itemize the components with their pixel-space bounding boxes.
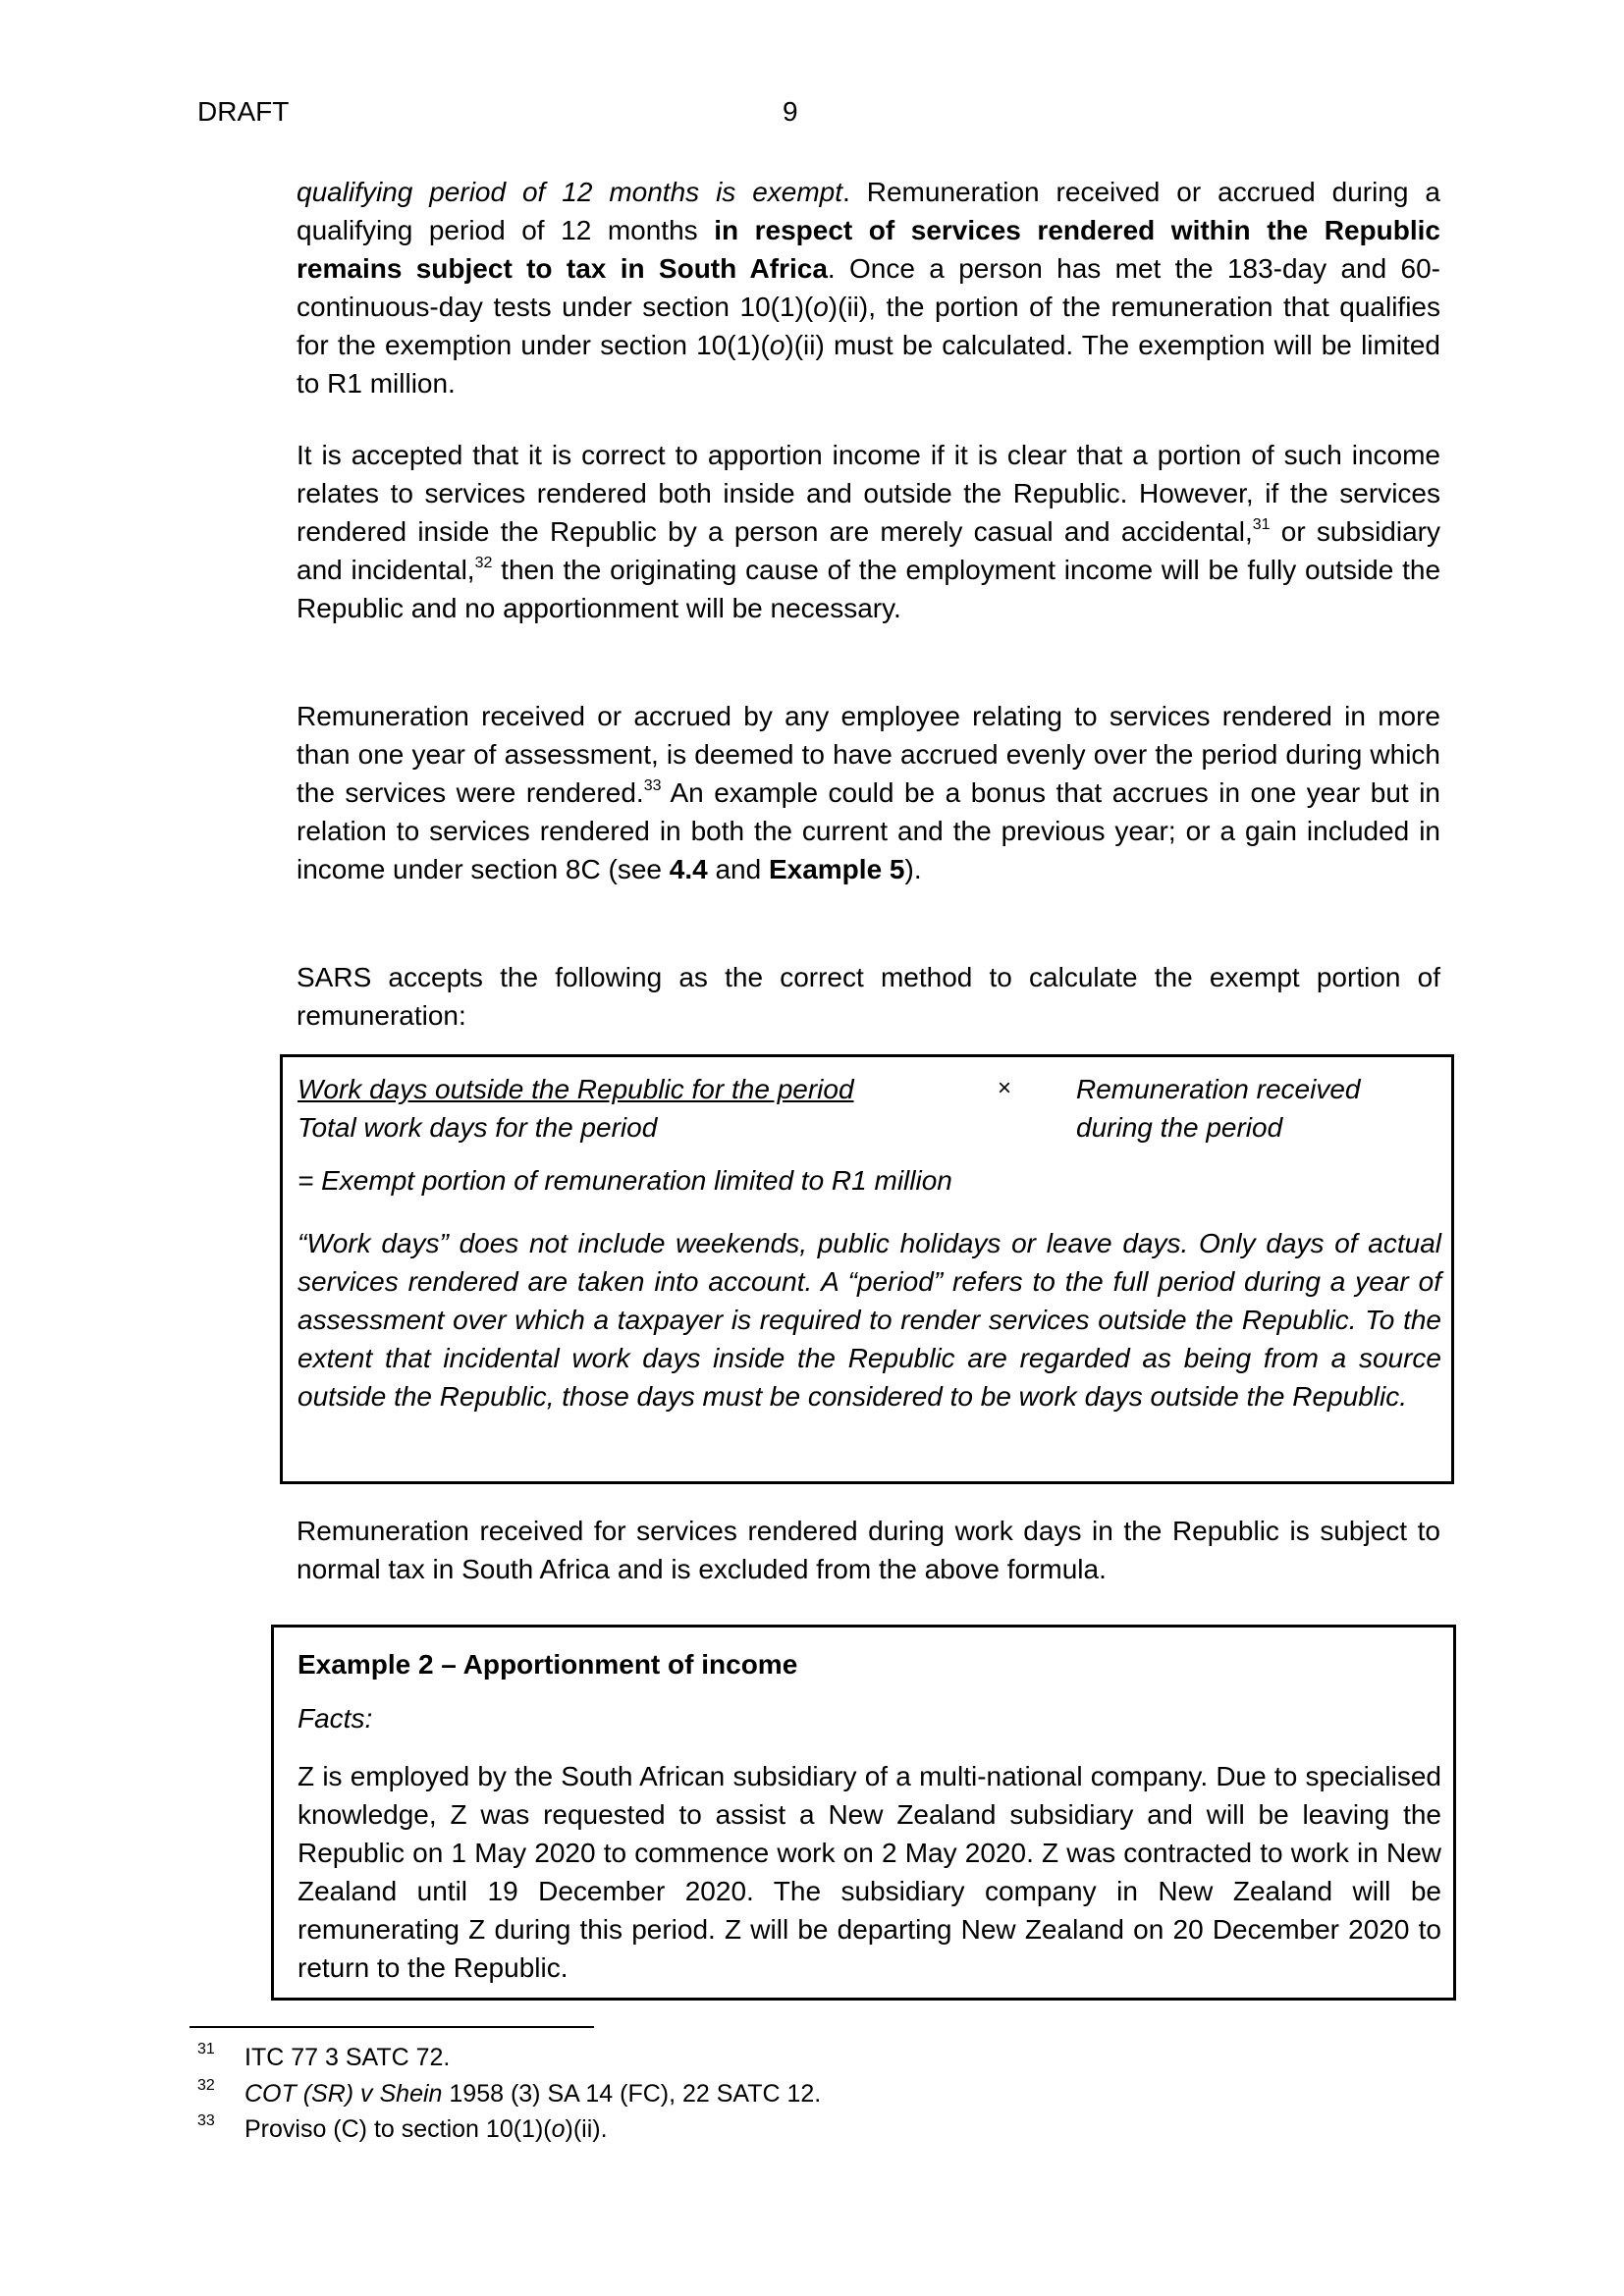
text-run: . Remuneration received or accrued during a qualifying period of 12 months	[297, 177, 1440, 245]
footnote-separator	[189, 2026, 594, 2028]
formula-multiplier-line2: during the period	[1076, 1112, 1283, 1143]
example-title: Example 2 – Apportionment of income	[298, 1649, 798, 1680]
formula-denominator: Total work days for the period	[298, 1112, 658, 1143]
formula-result: = Exempt portion of remuneration limited to R1 million	[298, 1165, 952, 1196]
formula-numerator: Work days outside the Republic for the period	[298, 1074, 854, 1104]
text-run: ).	[904, 854, 922, 884]
paragraph-sars-method: SARS accepts the following as the correct method to calculate the exempt portion of remuneration:	[297, 962, 1440, 1031]
text-run: )(ii), the portion of the remuneration that qualifies for the exemption under section 10(1)(	[297, 292, 1440, 360]
italic-o: o	[813, 292, 829, 322]
case-name: COT (SR) v Shein	[244, 2080, 443, 2108]
footnote-number: 32	[197, 2077, 215, 2094]
multiply-sign: ×	[998, 1075, 1012, 1101]
footnote-ref[interactable]: 31	[1252, 515, 1271, 533]
footnote-ref[interactable]: 33	[643, 776, 662, 794]
formula-box	[280, 1054, 1454, 1484]
text-run: or subsidiary and incidental,	[297, 516, 1440, 585]
text-run: then the originating cause of the employment income will be fully outside the Republic and no apportionment will be necessary.	[297, 555, 1441, 623]
formula-note: “Work days” does not include weekends, public holidays or leave days. Only days of actual services rendered are taken into account. A “period” refers to the full period during a year of assessment over which a taxpayer is required to render services outside the Republic. To the extent that incidental work days inside the Republic are regarded as being from a source outside the Republic, those days must be considered to be work days outside the Republic.	[298, 1228, 1441, 1412]
example-body: Z is employed by the South African subsidiary of a multi-national company. Due to specialised knowledge, Z was requested to assist a New Zealand subsidiary and will be leaving the Republic on 1 May 2020 to commence work on 2 May 2020. Z was contracted to work in New Zealand until 19 December 2020. The subsidiary company in New Zealand will be remunerating Z during this period. Z will be departing New Zealand on 20 December 2020 to return to the Republic.	[298, 1761, 1441, 1983]
italic-lead: qualifying period of 12 months is exempt	[297, 177, 843, 207]
italic-o: o	[769, 330, 785, 360]
footnote-number: 31	[197, 2041, 215, 2057]
example-box	[271, 1625, 1456, 2001]
text-run: )(ii) must be calculated. The exemption will be limited to R1 million.	[297, 330, 1440, 399]
paragraph-excluded: Remuneration received for services rendered during work days in the Republic is subject to normal tax in South Africa and is excluded from the above formula.	[297, 1516, 1440, 1584]
example-facts-label: Facts:	[298, 1703, 373, 1734]
text-run: and	[707, 854, 769, 884]
text-run: Proviso (C) to section 10(1)(	[244, 2115, 552, 2143]
text-run: . Once a person has met the 183-day and 60-continuous-day tests under section 10(1)(	[297, 253, 1440, 322]
paragraph-multi-year	[297, 697, 1440, 888]
footnote-text	[244, 2113, 608, 2145]
formula-multiplier-line1: Remuneration received	[1076, 1074, 1361, 1104]
italic-o: o	[551, 2115, 566, 2143]
bold-run: 4.4	[669, 854, 708, 884]
text-run: Remuneration received or accrued by any employee relating to services rendered in more than one year of assessment, is deemed to have accrued evenly over the period during which the services were rendered.	[297, 701, 1440, 808]
text-run: An example could be a bonus that accrues in one year but in relation to services rendered in both the current and the previous year; or a gain included in income under section 8C (see	[297, 777, 1440, 884]
paragraph-qualifying-period	[297, 173, 1440, 402]
bold-run: Example 5	[768, 854, 905, 884]
page-number: 9	[783, 96, 798, 127]
paragraph-apportion	[297, 436, 1440, 627]
text-run: 1958 (3) SA 14 (FC), 22 SATC 12.	[442, 2080, 822, 2108]
bold-run: in respect of services rendered within the Republic remains subject to tax in South Africa	[297, 215, 1440, 284]
text-run: )(ii).	[565, 2115, 608, 2143]
footnote-ref[interactable]: 32	[474, 554, 493, 571]
footnote-text	[244, 2078, 821, 2109]
draft-label: DRAFT	[197, 96, 290, 127]
text-run: It is accepted that it is correct to apportion income if it is clear that a portion of such income relates to services rendered both inside and outside the Republic. However, if the services rendered inside the Republic by a person are merely casual and accidental,	[297, 440, 1440, 547]
footnote-text: ITC 77 3 SATC 72.	[244, 2044, 451, 2071]
footnote-number: 33	[197, 2112, 215, 2129]
